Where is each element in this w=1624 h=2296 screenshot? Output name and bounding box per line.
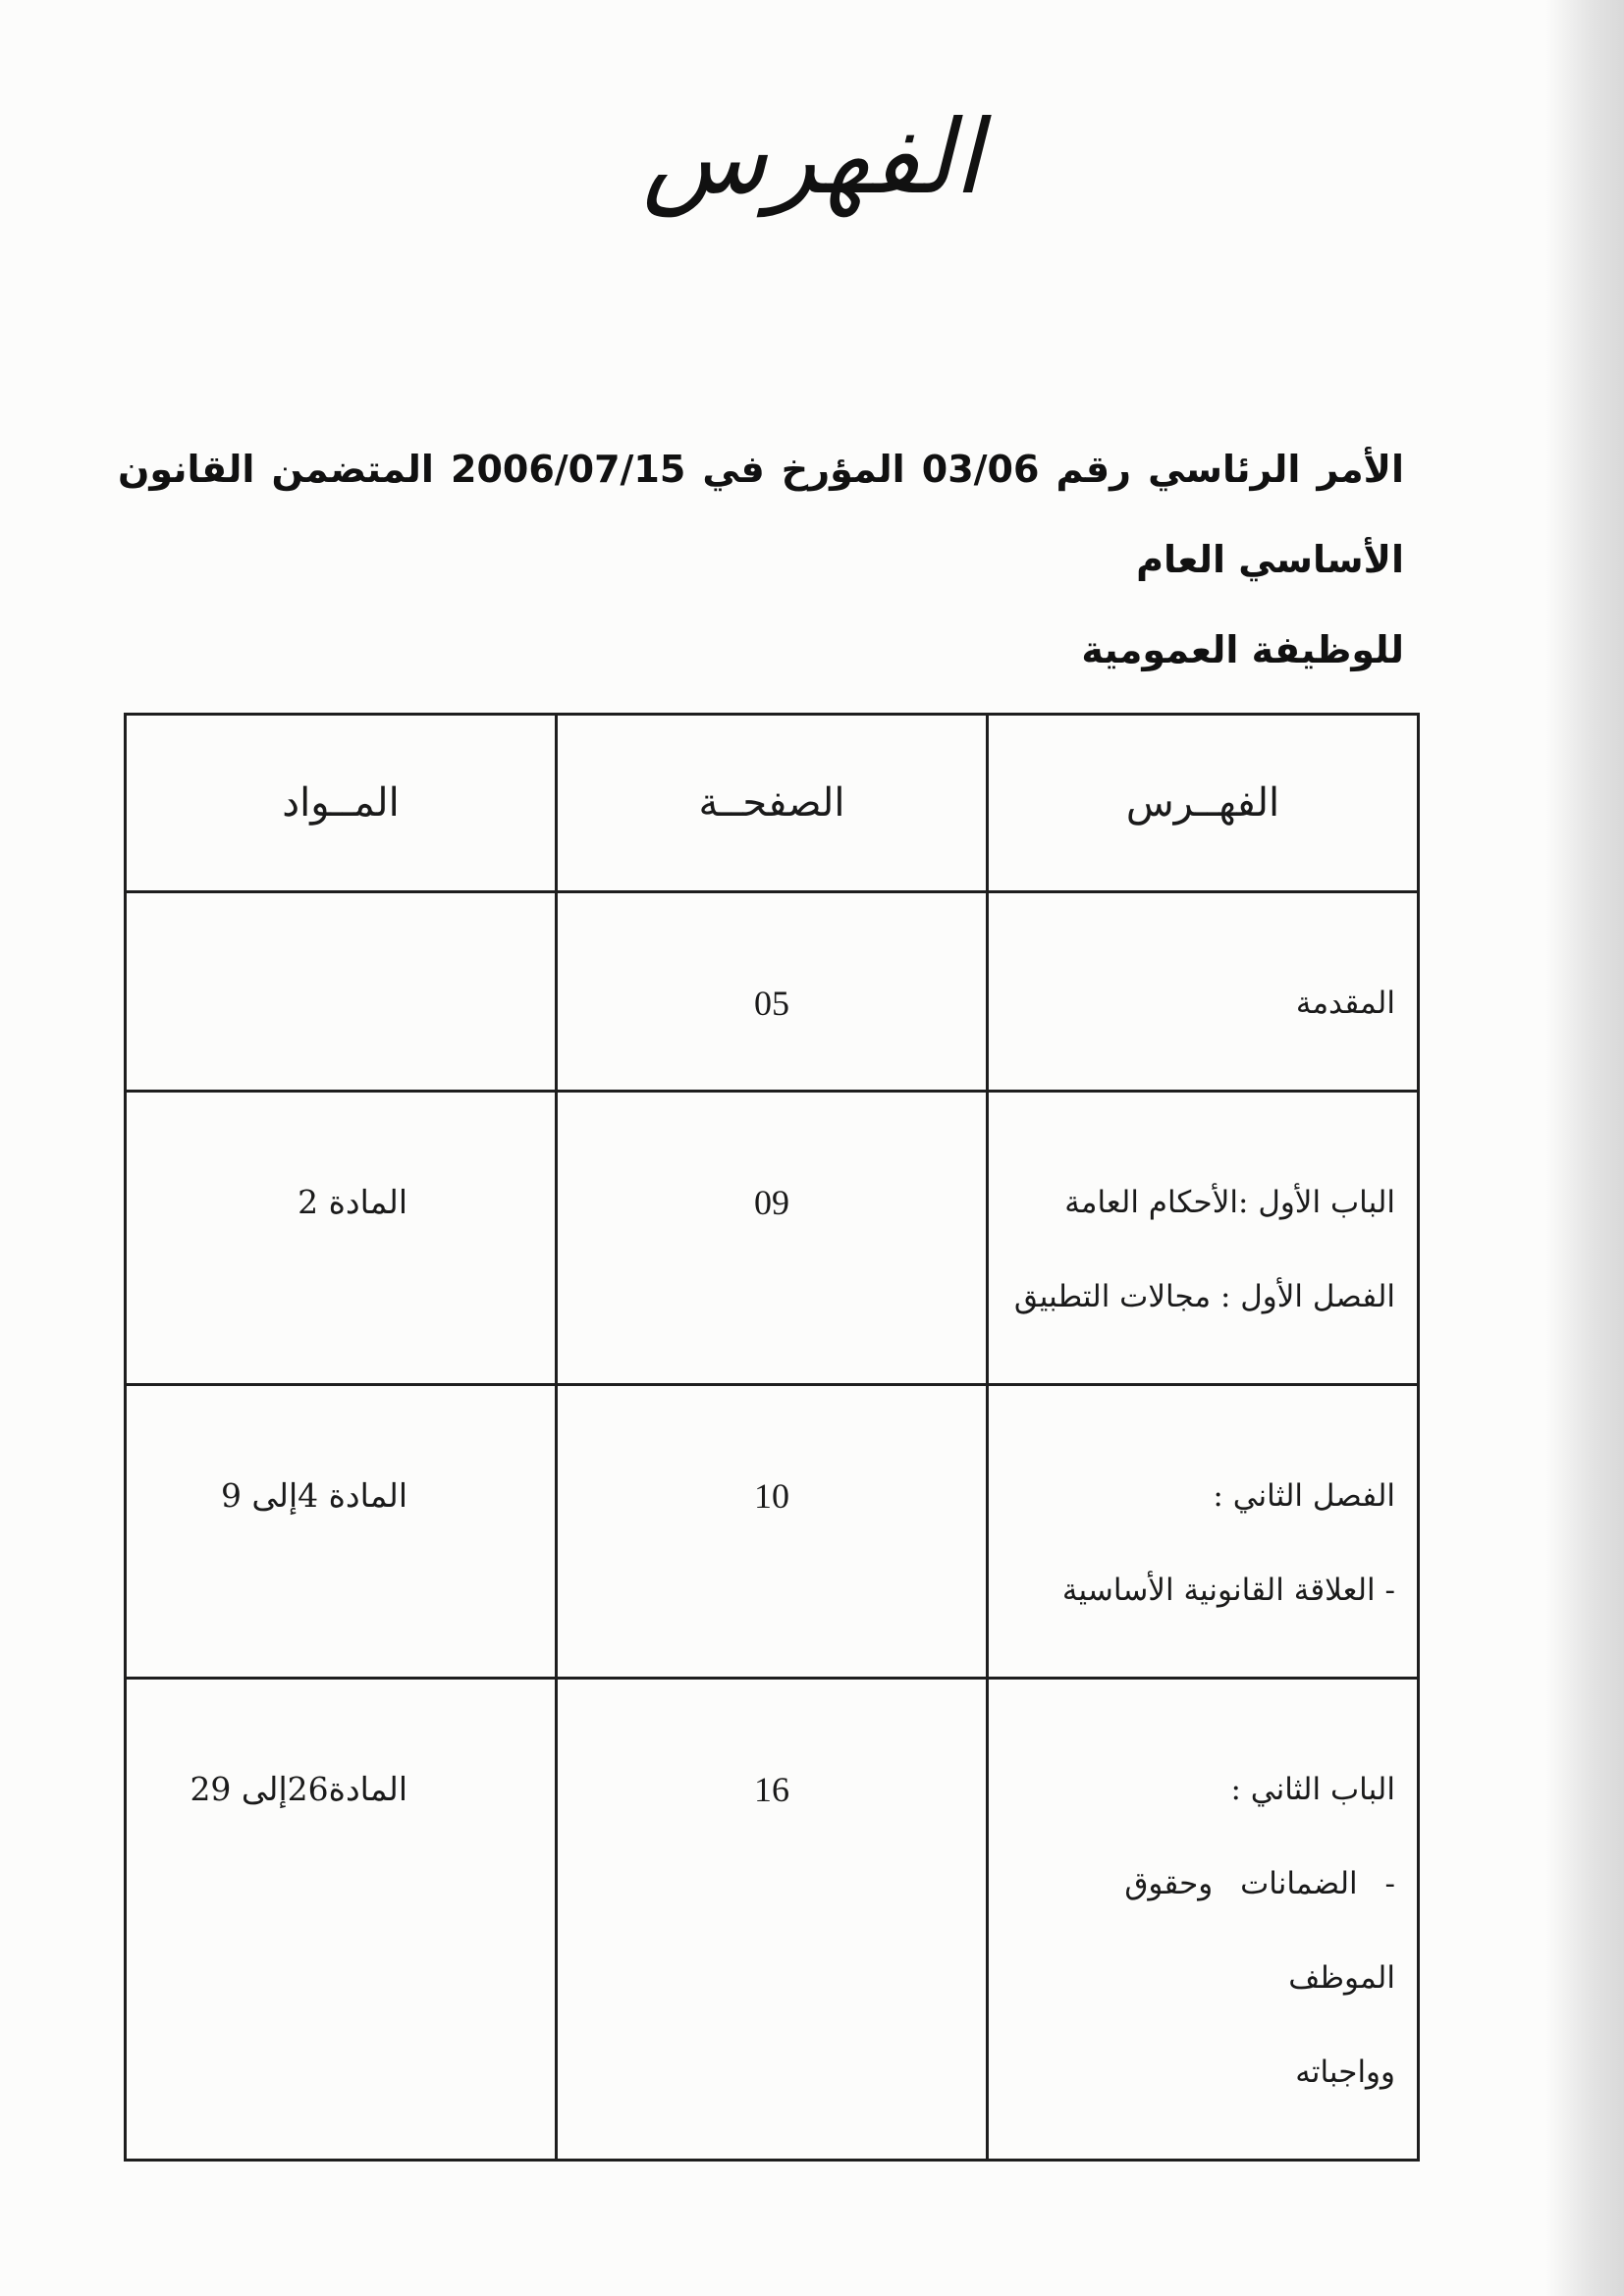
row-title-line: وواجباته (1295, 2055, 1395, 2090)
row-title-cell (988, 892, 1419, 1092)
decree-line-2: للوظيفة العمومية (1081, 628, 1404, 671)
row-articles-cell (126, 892, 557, 1092)
page-title: الفهرس (642, 97, 982, 217)
row-title-line: الباب الأول :الأحكام العامة (1064, 1185, 1395, 1220)
table-row (126, 1092, 1419, 1385)
row-title-line: - الضمانات وحقوق الموظف (1124, 1866, 1395, 1996)
index-table (124, 713, 1420, 2162)
header-index: الفهــرس (988, 715, 1419, 892)
table-row (126, 1679, 1419, 2161)
row-page-cell: 05 (557, 892, 988, 1092)
row-title-line: الباب الثاني : (1230, 1772, 1395, 1807)
row-page-cell: 09 (557, 1092, 988, 1385)
row-page-cell: 16 (557, 1679, 988, 2161)
row-title-cell (988, 1679, 1419, 2161)
row-title-line: الفصل الأول : مجالات التطبيق (1013, 1279, 1395, 1314)
decree-line-1: الأمر الرئاسي رقم 03/06 المؤرخ في 2006/07/15 المتضمن القانون الأساسي العام (118, 448, 1404, 581)
header-articles: المــواد (126, 715, 557, 892)
row-title-cell (988, 1385, 1419, 1679)
row-title-line: المقدمة (1295, 986, 1395, 1021)
row-title-line: الفصل الثاني : (1213, 1478, 1395, 1514)
row-title-cell (988, 1092, 1419, 1385)
table-row (126, 1385, 1419, 1679)
row-articles-cell: المادة26إلى 29 (126, 1679, 557, 2161)
decree-heading (118, 424, 1404, 695)
row-articles-cell: المادة 4إلى 9 (126, 1385, 557, 1679)
header-page: الصفحــة (557, 715, 988, 892)
row-articles-cell: المادة 2 (126, 1092, 557, 1385)
page-edge-shadow (1545, 0, 1624, 2296)
table-header-row (126, 715, 1419, 892)
table-row (126, 892, 1419, 1092)
row-title-line: - العلاقة القانونية الأساسية (1061, 1573, 1395, 1608)
row-page-cell: 10 (557, 1385, 988, 1679)
